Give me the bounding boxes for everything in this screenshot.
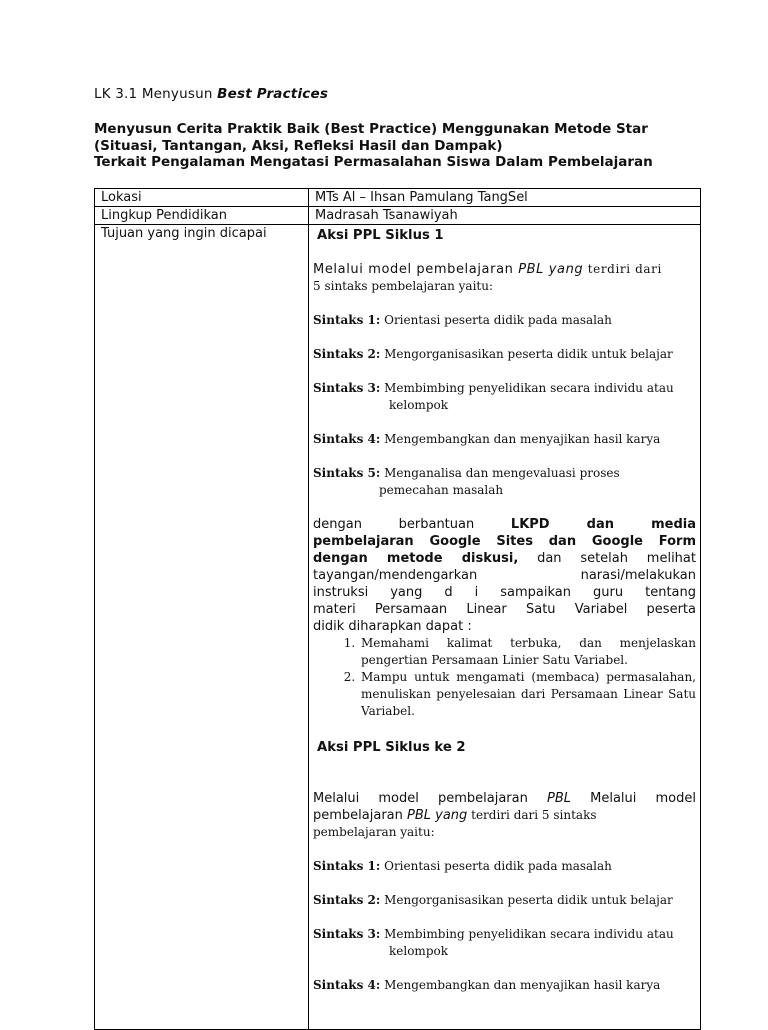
para-bold-3: dengan metode diskusi,	[313, 551, 519, 566]
siklus-1-title: Aksi PPL Siklus 1	[317, 228, 444, 243]
sintaks-label: Sintaks 3:	[313, 381, 381, 395]
heading-line-3: Terkait Pengalaman Mengatasi Permasalahan Siswa Dalam Pembelajaran	[94, 154, 653, 170]
siklus-2-sintaks-4	[313, 977, 696, 994]
heading-line-1: Menyusun Cerita Praktik Baik (Best Practice) Menggunakan Metode Star	[94, 121, 648, 137]
sintaks-text: Membimbing penyelidikan secara individu atau	[380, 927, 674, 941]
sintaks-label: Sintaks 3:	[313, 927, 381, 941]
intro2-line2: pembelajaran	[313, 808, 408, 823]
sintaks-label: Sintaks 4:	[313, 432, 381, 446]
sintaks-label: Sintaks 1:	[313, 313, 381, 327]
lokasi-label: Lokasi	[95, 189, 309, 207]
siklus-2-sintaks-3-cont: kelompok	[389, 944, 448, 958]
sintaks-label: Sintaks 1:	[313, 859, 381, 873]
intro2-text: Melalui model pembelajaran	[313, 791, 547, 806]
lingkup-label: Lingkup Pendidikan	[95, 207, 309, 225]
siklus-1-sintaks-2	[313, 346, 696, 363]
sintaks-label: Sintaks 4:	[313, 978, 381, 992]
best-practice-table	[94, 188, 701, 1030]
goals-list	[313, 635, 696, 720]
sintaks-text: Mengorganisasikan peserta didik untuk belajar	[380, 893, 673, 907]
siklus-1-intro	[313, 261, 696, 295]
lokasi-value: MTs Al – Ihsan Pamulang TangSel	[309, 189, 701, 207]
title-prefix: LK 3.1 Menyusun	[94, 86, 218, 102]
sintaks-label: Sintaks 2:	[313, 347, 381, 361]
goal-item: 1. Memahami kalimat terbuka, dan menjelaskan pengertian Persamaan Linier Satu Variabel.	[359, 635, 696, 669]
sintaks-text: Mengembangkan dan menyajikan hasil karya	[380, 432, 661, 446]
heading-line-2: (Situasi, Tantangan, Aksi, Refleksi Hasil dan Dampak)	[94, 137, 503, 154]
lingkup-value: Madrasah Tsanawiyah	[309, 207, 701, 225]
siklus-2-sintaks-3	[313, 926, 696, 943]
siklus-1-sintaks-5-cont: pemecahan masalah	[379, 483, 504, 497]
para-line: dengan berbantuan	[313, 517, 511, 532]
para-line-5: instruksi yang d i sampaikan guru tentang	[313, 585, 696, 600]
siklus-1-sintaks-5	[313, 465, 696, 482]
siklus-1-paragraph	[313, 516, 696, 635]
title-italic: Best Practices	[217, 86, 329, 102]
siklus-2-sintaks-2	[313, 892, 696, 909]
worksheet-heading	[94, 121, 714, 171]
para-bold: LKPD dan media	[510, 517, 696, 532]
sintaks-text: Menganalisa dan mengevaluasi proses	[380, 466, 620, 480]
siklus-2-intro	[313, 790, 696, 841]
intro2-pbl-2: PBL yang	[407, 808, 468, 823]
sintaks-label: Sintaks 2:	[313, 893, 381, 907]
tujuan-label: Tujuan yang ingin dicapai	[95, 225, 309, 1030]
sintaks-text: Orientasi peserta didik pada masalah	[380, 859, 612, 873]
intro2-line3: pembelajaran yaitu:	[313, 825, 435, 839]
intro-pbl: PBL yang	[518, 262, 584, 277]
intro-text-b: terdiri dari	[583, 262, 662, 276]
sintaks-text: Orientasi peserta didik pada masalah	[380, 313, 612, 327]
para-line-4: tayangan/mendengarkan narasi/melakukan	[313, 568, 696, 583]
sintaks-label: Sintaks 5:	[313, 466, 381, 480]
intro-text-c: 5 sintaks pembelajaran yaitu:	[313, 279, 494, 293]
siklus-1-sintaks-3-cont: kelompok	[389, 398, 448, 412]
sintaks-text: Mengembangkan dan menyajikan hasil karya	[380, 978, 661, 992]
siklus-1-sintaks-4	[313, 431, 696, 448]
siklus-2-sintaks-1	[313, 858, 696, 875]
table-row-lingkup	[95, 207, 701, 225]
sintaks-text: Membimbing penyelidikan secara individu atau	[380, 381, 674, 395]
intro2-line2-b: terdiri dari 5 sintaks	[467, 808, 597, 822]
sintaks-text: Mengorganisasikan peserta didik untuk belajar	[380, 347, 673, 361]
table-row-tujuan	[95, 225, 701, 1030]
para-line-3: dan setelah melihat	[518, 551, 696, 566]
siklus-2-title: Aksi PPL Siklus ke 2	[317, 740, 466, 755]
siklus-1-sintaks-3	[313, 380, 696, 397]
tujuan-content	[309, 225, 701, 1030]
para-line-7: didik diharapkan dapat :	[313, 619, 472, 634]
intro-text: Melalui model pembelajaran	[313, 262, 519, 277]
siklus-1-sintaks-1	[313, 312, 696, 329]
para-line-2: pembelajaran Google Sites dan Google Form	[313, 534, 696, 549]
worksheet-title	[94, 86, 328, 102]
intro2-pbl: PBL	[546, 791, 571, 806]
intro2-text-b: Melalui model	[571, 791, 696, 806]
goal-item: 2. Mampu untuk mengamati (membaca) permasalahan, menuliskan penyelesaian dari Persamaan Linear Satu Variabel.	[359, 669, 696, 720]
table-row-lokasi	[95, 189, 701, 207]
para-line-6: materi Persamaan Linear Satu Variabel peserta	[313, 602, 696, 617]
